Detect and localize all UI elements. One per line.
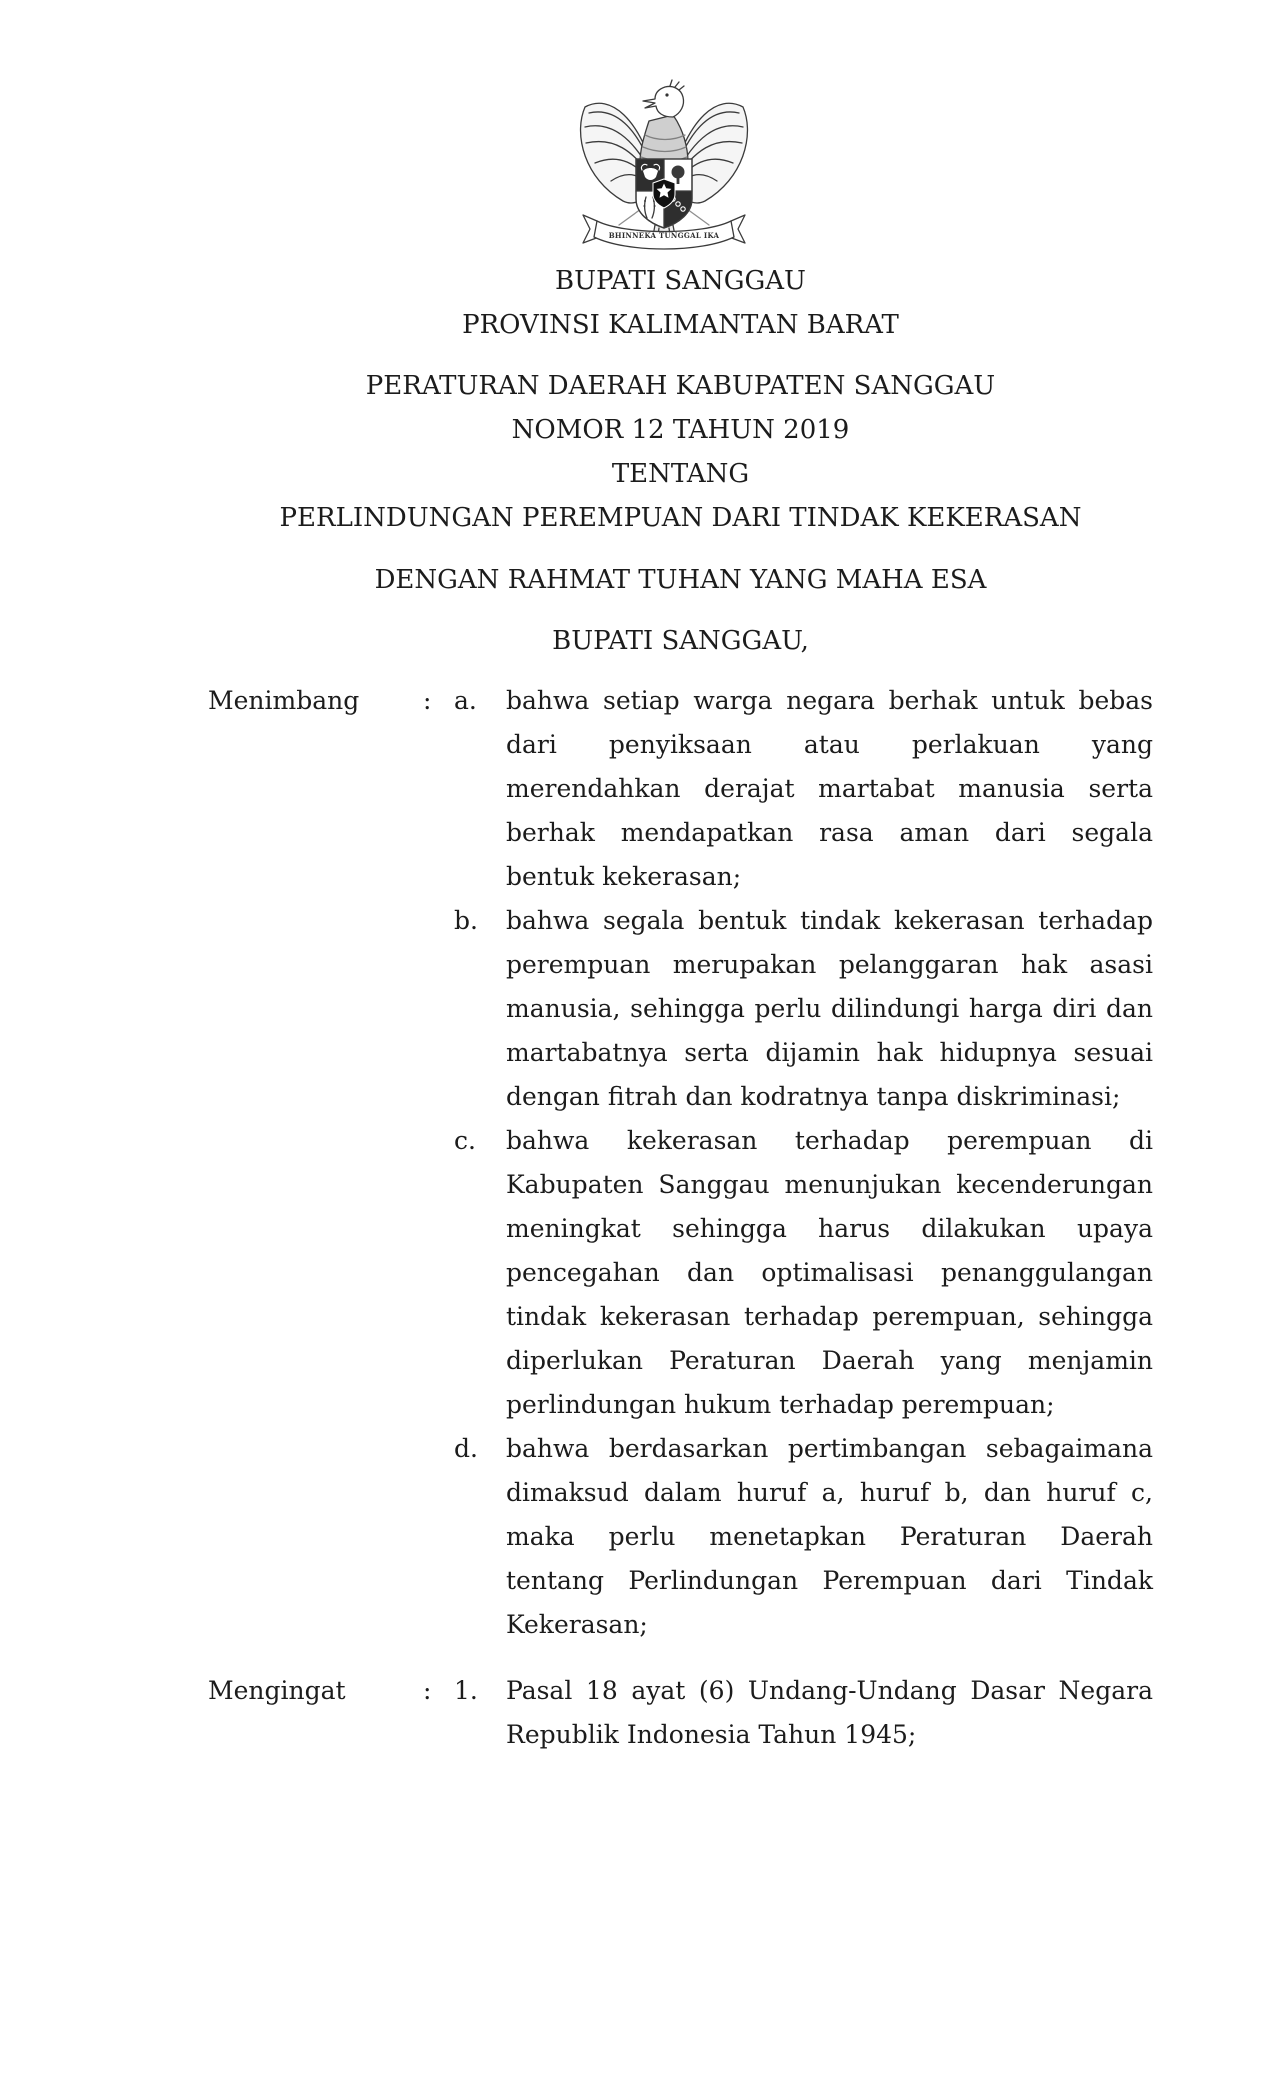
text-line: meningkat sehingga harus dilakukan upaya (506, 1214, 1153, 1243)
item-text (506, 1119, 1153, 1427)
official-line: BUPATI SANGGAU, (552, 626, 809, 656)
item-marker: c. (454, 1126, 476, 1155)
header-line-provinsi: PROVINSI KALIMANTAN BARAT (462, 310, 899, 340)
text-line: perempuan merupakan pelanggaran hak asasi (506, 950, 1153, 979)
consideration-item-d (208, 1427, 1153, 1647)
text-line: bahwa setiap warga negara berhak untuk bebas (506, 686, 1153, 715)
document-content (208, 0, 1153, 2100)
preamble-body (208, 679, 1153, 1757)
item-marker: d. (454, 1434, 478, 1463)
text-line: Republik Indonesia Tahun 1945; (506, 1720, 917, 1749)
item-text (506, 1669, 1153, 1757)
text-line: maka perlu menetapkan Peraturan Daerah (506, 1522, 1153, 1551)
title-line-tentang: TENTANG (611, 459, 750, 489)
item-text (506, 679, 1153, 899)
item-marker: a. (454, 686, 477, 715)
text-line: diperlukan Peraturan Daerah yang menjamin (506, 1346, 1153, 1375)
consideration-item-a (208, 679, 1153, 899)
ribbon-text: BHINNEKA TUNGGAL IKA (608, 231, 720, 240)
section-label-mengingat: Mengingat (208, 1676, 346, 1705)
text-line: dari penyiksaan atau perlakuan yang (506, 730, 1153, 759)
text-line: dengan fitrah dan kodratnya tanpa diskriminasi; (506, 1082, 1121, 1111)
text-line: Kabupaten Sanggau menunjukan kecenderungan (506, 1170, 1153, 1199)
text-line: martabatnya serta dijamin hak hidupnya sesuai (506, 1038, 1153, 1067)
text-line: pencegahan dan optimalisasi penanggulangan (506, 1258, 1153, 1287)
item-marker: b. (454, 906, 478, 935)
section-label-menimbang: Menimbang (208, 686, 360, 715)
text-line: tentang Perlindungan Perempuan dari Tindak (506, 1566, 1153, 1595)
consideration-item-b (208, 899, 1153, 1119)
title-line-subject: PERLINDUNGAN PEREMPUAN DARI TINDAK KEKERASAN (279, 503, 1082, 533)
consideration-item-c (208, 1119, 1153, 1427)
document-title (208, 364, 1153, 540)
text-line: bentuk kekerasan; (506, 862, 742, 891)
item-text (506, 1427, 1153, 1647)
item-marker: 1. (454, 1676, 478, 1705)
item-text (506, 899, 1153, 1119)
text-line: bahwa kekerasan terhadap perempuan di (506, 1126, 1153, 1155)
text-line: Kekerasan; (506, 1610, 648, 1639)
header-line-bupati: BUPATI SANGGAU (555, 266, 806, 296)
document-header (208, 259, 1153, 347)
label-colon: : (423, 686, 432, 715)
label-colon: : (423, 1676, 432, 1705)
invocation-line: DENGAN RAHMAT TUHAN YANG MAHA ESA (374, 565, 987, 595)
text-line: tindak kekerasan terhadap perempuan, sehingga (506, 1302, 1153, 1331)
text-line: bahwa berdasarkan pertimbangan sebagaimana (506, 1434, 1153, 1463)
text-line: dimaksud dalam huruf a, huruf b, dan huruf c, (506, 1478, 1153, 1507)
legal-basis-item-1 (208, 1669, 1153, 1757)
title-line-nomor: NOMOR 12 TAHUN 2019 (511, 415, 850, 445)
text-line: perlindungan hukum terhadap perempuan; (506, 1390, 1055, 1419)
text-line: manusia, sehingga perlu dilindungi harga diri dan (506, 994, 1153, 1023)
title-line-perda: PERATURAN DAERAH KABUPATEN SANGGAU (365, 371, 996, 401)
text-line: bahwa segala bentuk tindak kekerasan terhadap (506, 906, 1153, 935)
text-line: Pasal 18 ayat (6) Undang-Undang Dasar Negara (506, 1676, 1153, 1705)
text-line: merendahkan derajat martabat manusia serta (506, 774, 1153, 803)
text-line: berhak mendapatkan rasa aman dari segala (506, 818, 1153, 847)
